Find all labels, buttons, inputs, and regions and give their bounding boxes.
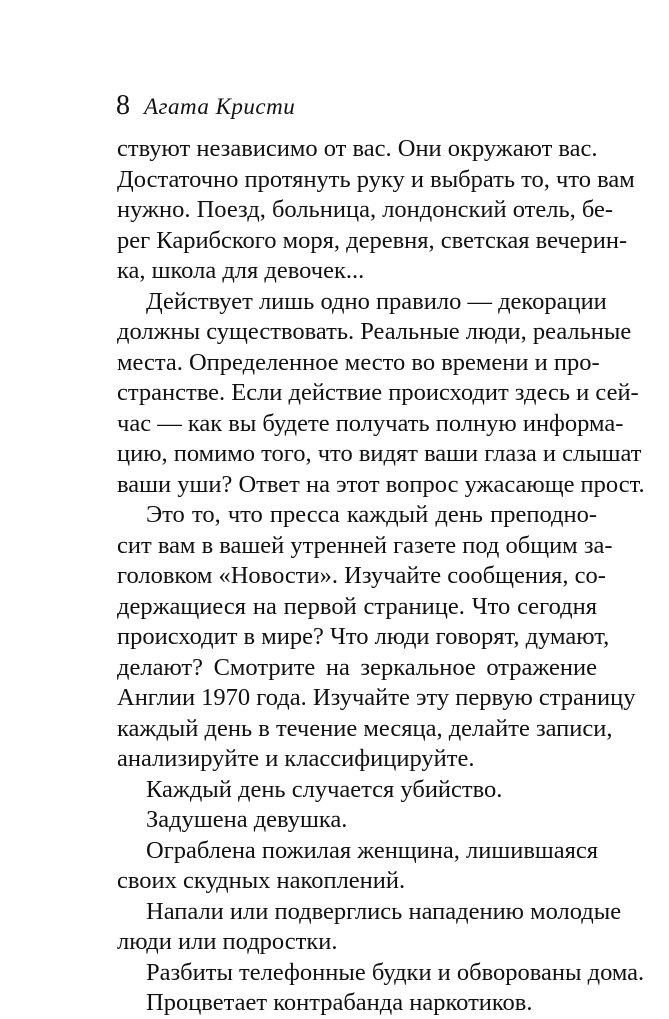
text-line: цию, помимо того, что видят ваши глаза и слышат (117, 440, 642, 467)
paragraph (117, 805, 597, 836)
text-line: Действует лишь одно правило — декорации (146, 287, 607, 315)
text-line: ка, школа для девочек... (117, 257, 365, 284)
text-line: сит вам в вашей утренней газете под общим за- (117, 531, 613, 559)
text-line: Англии 1970 года. Изучайте эту первую страницу (117, 684, 636, 711)
text-line: каждый день в течение месяца, делайте записи, (117, 714, 613, 742)
text-line: странстве. Если действие происходит здесь и сей- (117, 379, 639, 406)
text-line: держащиеся на первой странице. Что сегодня (117, 592, 597, 620)
text-line: нужно. Поезд, больница, лондонский отель, бе- (117, 196, 614, 223)
text-line: ствуют независимо от вас. Они окружают вас. (117, 135, 598, 162)
text-line: Задушена девушка. (146, 806, 348, 833)
text-line: Ограблена пожилая женщина, лишившаяся (146, 836, 599, 864)
text-line: люди или подростки. (117, 928, 338, 955)
paragraph (117, 958, 645, 989)
text-line: Процветает контрабанда наркотиков. (146, 989, 533, 1016)
text-line: делают? Смотрите на зеркальное отражение (117, 653, 597, 681)
paragraph (117, 836, 597, 897)
text-line: ваши уши? Ответ на этот вопрос ужасающе прост. (117, 470, 645, 498)
paragraph (117, 775, 597, 806)
text-line: Достаточно протянуть руку и выбрать то, что вам (117, 165, 635, 193)
text-line: час — как вы будете получать полную информа- (117, 409, 624, 437)
text-line: происходит в мире? Что люди говорят, думают, (117, 623, 610, 650)
text-line: Разбиты телефонные будки и обворованы дома. (146, 958, 645, 986)
paragraph (117, 500, 636, 775)
paragraph (117, 134, 635, 287)
text-line: Это то, что пресса каждый день преподно- (146, 501, 597, 528)
body-text (117, 134, 645, 1019)
text-line: анализируйте и классифицируйте. (117, 745, 475, 772)
text-line: Каждый день случается убийство. (146, 775, 503, 803)
running-header (116, 86, 295, 126)
paragraph (117, 287, 645, 501)
text-line: рег Карибского моря, деревня, светская вечерин- (117, 226, 628, 254)
text-line: своих скудных накоплений. (117, 867, 406, 894)
running-head-author: Агата Кристи (144, 94, 296, 119)
paragraph (117, 897, 622, 958)
text-line: должны существовать. Реальные люди, реальные (117, 318, 632, 345)
text-line: места. Определенное место во времени и про- (117, 348, 600, 376)
text-line: Напали или подверглись нападению молодые (146, 897, 622, 925)
text-line: головком «Новости». Изучайте сообщения, со- (117, 562, 606, 589)
page-number: 8 (116, 90, 130, 121)
paragraph (117, 988, 597, 1019)
